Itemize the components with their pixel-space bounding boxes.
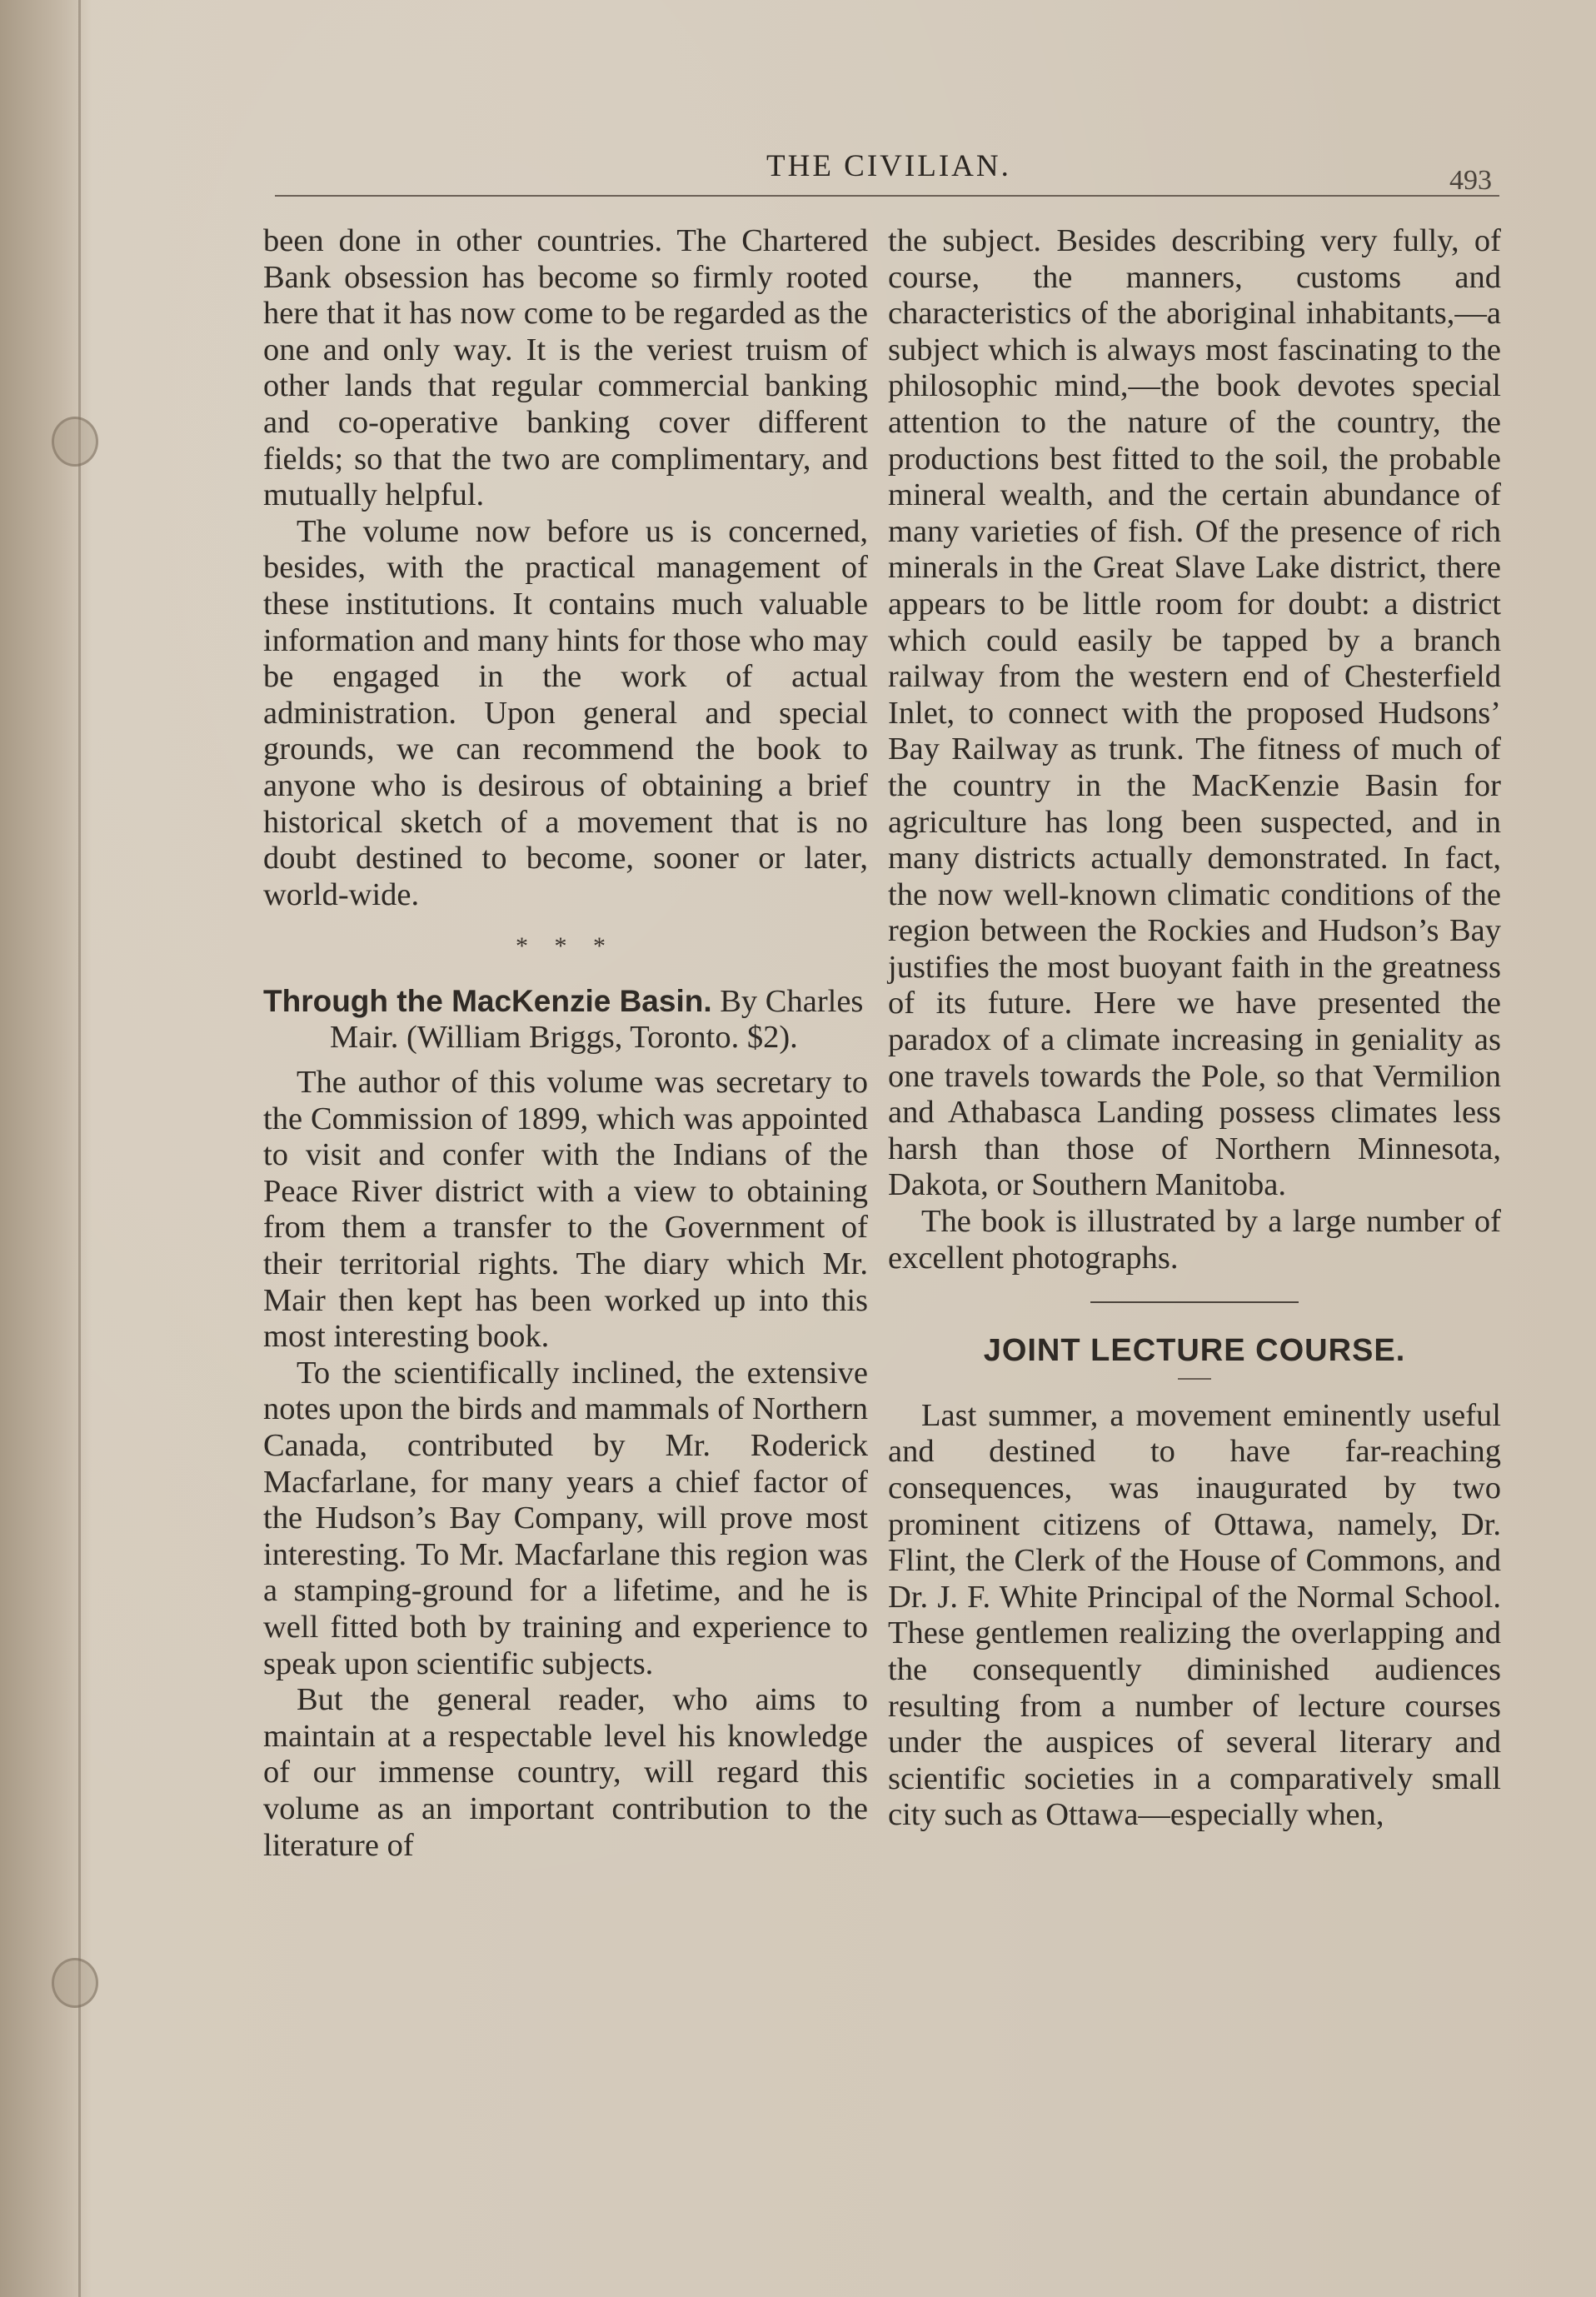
review-heading [263,983,868,1056]
paragraph: The volume now before us is concerned, besides, with the practical management of these institutions. It contains much valuable information and many hints for those who may be engaged in the work of actual administration. Upon general and special grounds, we can recommend the book to anyone who is desirous of obtaining a brief historical sketch of a movement that is no doubt destined to become, sooner or later, world-wide. [263,513,868,912]
paragraph: The book is illustrated by a large number of excellent photographs. [888,1204,1501,1276]
right-column [888,223,1501,1834]
paragraph: To the scientifically inclined, the extensive notes upon the birds and mammals of Northern Canada, contributed by Mr. Roderick Macfarlane, for many years a chief factor of the Hudson’s Bay Company, will prove most interesting. To Mr. Macfarlane this region was a stamping-ground for a lifetime, and he is well fitted both by training and experience to speak upon scientific subjects. [263,1355,869,1681]
left-column [263,223,868,1864]
paragraph: The author of this volume was secretary to the Commission of 1899, which was appointed to visit and confer with the Indians of the Peace River district with a view to obtaining from them a transfer to the Government of their territorial rights. The diary which Mr. Mair then kept has been worked up into this most interesting book. [263,1065,868,1355]
paragraph: the subject. Besides describing very fully, of course, the manners, customs and characteristics of the aboriginal inhabitants,—a subject which is always most fascinating to the philosophic mind,—the book devotes special attention to the nature of the country, the productions best fitted to the soil, the probable mineral wealth, and the certain abundance of many varieties of fish. Of the presence of rich minerals in the Great Slave Lake district, there appears to be little room for doubt: a district which could easily be tapped by a branch railway from the western end of Chesterfield Inlet, to connect with the proposed Hudsons’ Bay Railway as trunk. The fitness of much of the country in the MacKenzie Basin for agriculture has long been suspected, and in many districts actually demonstrated. In fact, the now well-known climatic conditions of the region between the Rockies and Hudson’s Bay justifies the most buoyant faith in the greatness of its future. Here we have presented the paradox of a climate increasing in geniality as one travels towards the Pole, so that Vermilion and Athabasca Landing possess climates less harsh than those of Northern Minnesota, Dakota, or Southern Manitoba. [888,223,1501,1203]
page-number: 493 [1449,165,1492,196]
paragraph: But the general reader, who aims to maintain at a respectable level his knowledge of our immense country, will regard this volume as an important contribution to the literature of [263,1682,868,1863]
binding-hole [52,417,98,467]
heading-dash [1178,1378,1211,1380]
book-title: Through the MacKenzie Basin. [263,983,712,1018]
header-rule [275,195,1499,197]
section-heading: JOINT LECTURE COURSE. [983,1333,1406,1369]
running-title: THE CIVILIAN. [766,149,1011,183]
paragraph: Last summer, a movement eminently useful and destined to have far-reaching consequences, was inaugurated by two prominent citizens of Ottawa, namely, Dr. Flint, the Clerk of the House of Commons, and Dr. J. F. White Principal of the Normal School. These gentlemen realizing the overlapping and the consequently diminished audiences resulting from a number of lecture courses under the auspices of several literary and scientific societies in a comparatively small city such as Ottawa—especially when, [888,1397,1501,1833]
binding-hole [52,1958,98,2008]
paragraph: been done in other countries. The Chartered Bank obsession has become so firmly rooted here that it has now come to be regarded as the one and only way. It is the veriest truism of other lands that regular commercial banking and co-operative banking cover different fields; so that the two are complimentary, and mutually helpful. [263,223,868,513]
section-rule [1090,1301,1299,1303]
section-separator: * * * [516,932,616,961]
book-byline: By Charles Mair. (William Briggs, Toronto. $2). [330,983,864,1056]
binding-shadow [78,0,81,2297]
